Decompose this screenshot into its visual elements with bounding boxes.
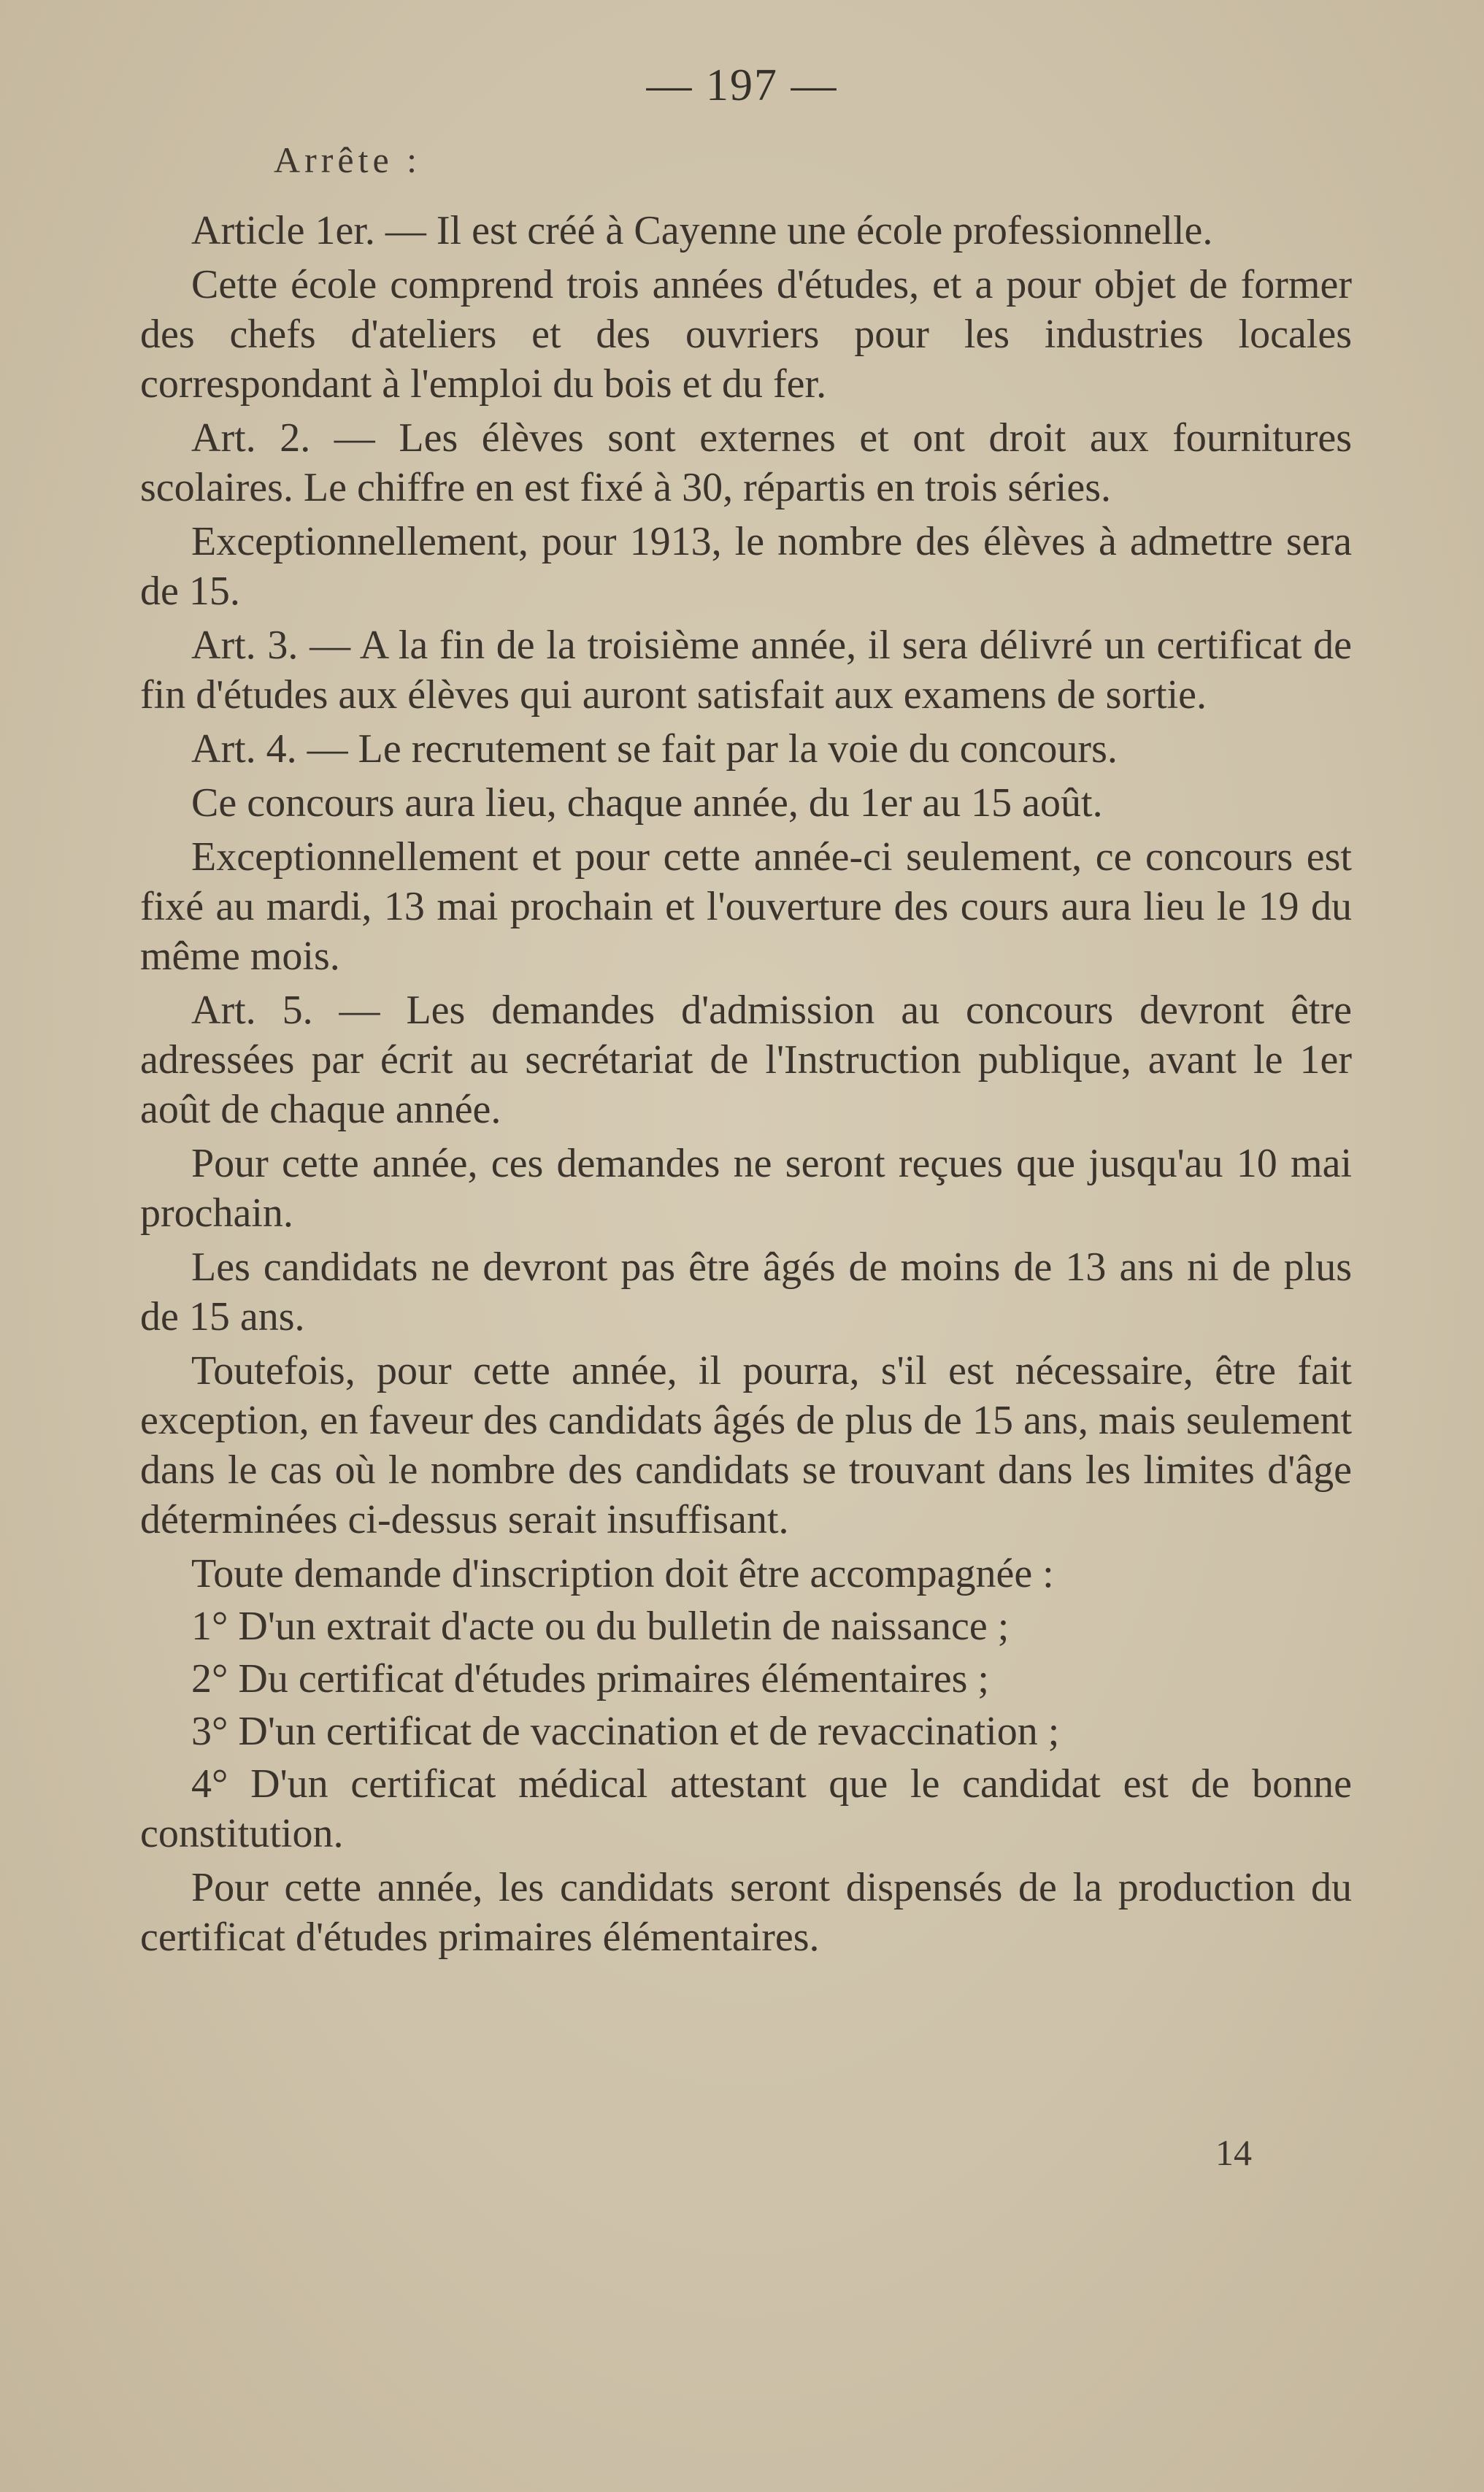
paragraph-dispensation: Pour cette année, les candidats seront dispensés de la production du certificat d'études primaires élémentaires. (140, 1865, 1352, 1960)
paragraph-age-limits: Les candidats ne devront pas être âgés de moins de 13 ans ni de plus de 15 ans. (140, 1245, 1352, 1339)
list-item-certificate: 2° Du certificat d'études primaires élémentaires ; (191, 1656, 989, 1701)
paragraph-concours-date: Ce concours aura lieu, chaque année, du 1er au 15 août. (191, 780, 1103, 826)
paragraph-requirements-intro: Toute demande d'inscription doit être accompagnée : (191, 1551, 1054, 1596)
paragraph-school-purpose: Cette école comprend trois années d'études, et a pour objet de former des chefs d'ateliers et des ouvriers pour les industries locales correspondant à l'emploi du bois et du fer. (140, 262, 1352, 407)
paragraph-article-5: Art. 5. — Les demandes d'admission au concours devront être adressées par écrit au secrétariat de l'Instruction publique, avant le 1er août de chaque année. (140, 988, 1352, 1132)
paragraph-article-2: Art. 2. — Les élèves sont externes et ont droit aux fournitures scolaires. Le chiffre en est fixé à 30, répartis en trois séries. (140, 415, 1352, 510)
list-item-birth-extract: 1° D'un extrait d'acte ou du bulletin de naissance ; (191, 1604, 1010, 1649)
page-number: — 197 — (646, 61, 838, 110)
paragraph-deadline: Pour cette année, ces demandes ne seront reçues que jusqu'au 10 mai prochain. (140, 1141, 1352, 1236)
paragraph-age-exception: Toutefois, pour cette année, il pourra, s'il est nécessaire, être fait exception, en faveur des candidats âgés de plus de 15 ans, mais seulement dans le cas où le nombre des candidats se trouvant dans les limites d'âge déterminées ci-dessus serait insuffisant. (140, 1348, 1352, 1542)
signature-mark: 14 (1215, 2132, 1252, 2173)
list-item-vaccination: 3° D'un certificat de vaccination et de revaccination ; (191, 1709, 1060, 1754)
paragraph-article-1: Article 1er. — Il est créé à Cayenne une école professionnelle. (191, 208, 1213, 253)
paragraph-article-3: Art. 3. — A la fin de la troisième année, il sera délivré un certificat de fin d'études aux élèves qui auront satisfait aux examens de sortie. (140, 623, 1352, 718)
body-text (140, 139, 1352, 1966)
paragraph-article-4: Art. 4. — Le recrutement se fait par la voie du concours. (191, 726, 1118, 772)
paragraph-exception-concours: Exceptionnellement et pour cette année-ci seulement, ce concours est fixé au mardi, 13 mai prochain et l'ouverture des cours aura lieu le 19 du même mois. (140, 834, 1352, 979)
list-item-medical: 4° D'un certificat médical attestant que le candidat est de bonne constitution. (140, 1761, 1352, 1856)
section-heading: Arrête : (274, 139, 422, 180)
paragraph-exception-1913: Exceptionnellement, pour 1913, le nombre des élèves à admettre sera de 15. (140, 519, 1352, 614)
